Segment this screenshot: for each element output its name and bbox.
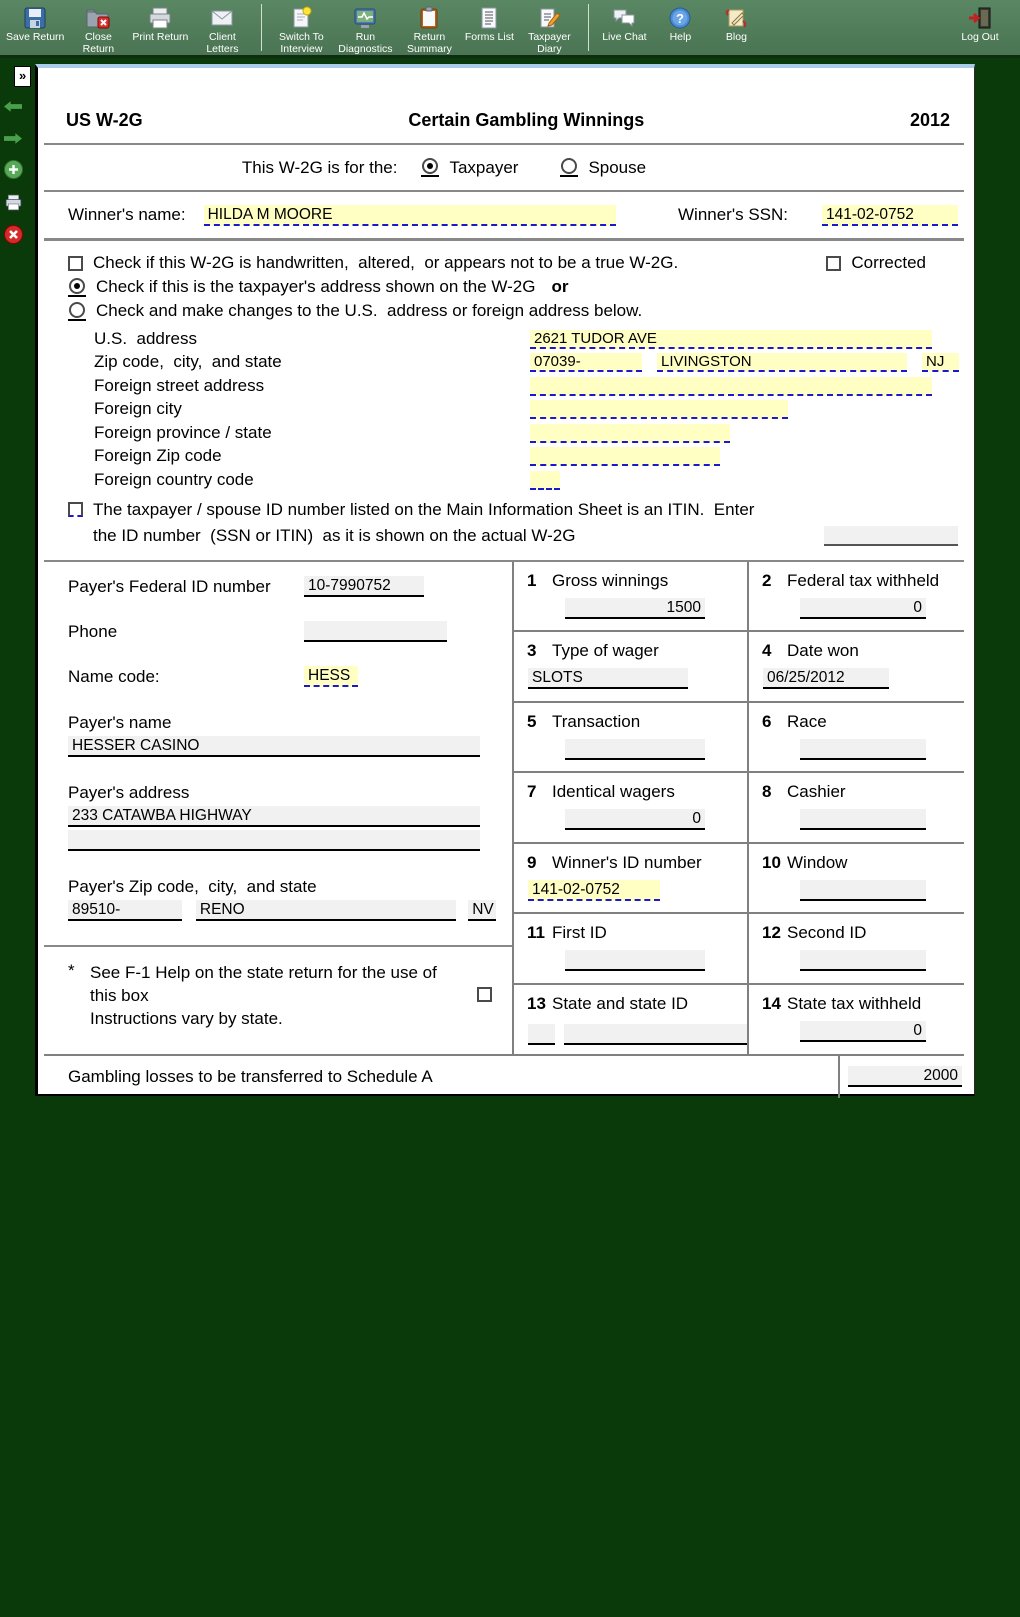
toolbar <box>0 0 1020 58</box>
winner-name-field[interactable]: HILDA M MOORE <box>204 205 616 226</box>
toolbar-separator <box>588 4 589 51</box>
box-label: Identical wagers <box>552 782 675 802</box>
help-question-icon <box>667 4 693 31</box>
box-number: 6 <box>762 711 772 731</box>
return-summary-button[interactable] <box>397 3 461 56</box>
handwritten-checkbox[interactable] <box>68 256 83 271</box>
asterisk: * <box>68 960 75 980</box>
state-note-line2: this box <box>90 985 149 1005</box>
close-return-icon <box>85 4 111 31</box>
w2g-boxes-grid <box>512 562 964 1054</box>
itin-line1: The taxpayer / spouse ID number listed on the Main Information Sheet is an ITIN. Enter <box>93 499 755 519</box>
us-address-label: U.S. address <box>94 328 197 348</box>
taxpayer-address-label: Check if this is the taxpayer's address shown on the W-2G <box>96 277 536 296</box>
box-number: 2 <box>762 570 772 590</box>
help-button[interactable] <box>652 3 708 43</box>
state-field[interactable]: NJ <box>922 353 959 372</box>
box-label: First ID <box>552 923 607 943</box>
box-11-first-id <box>514 914 749 983</box>
toolbar-label: Live Chat <box>602 31 647 43</box>
print-icon <box>147 4 173 31</box>
form-header <box>66 110 950 131</box>
box-14-state-tax-withheld <box>749 985 964 1054</box>
chevrons-right-icon: » <box>19 68 27 83</box>
delete-circle-icon[interactable] <box>4 225 23 249</box>
radio-underline <box>421 175 439 177</box>
toolbar-label: Taxpayer Diary <box>528 31 571 56</box>
identical-wagers-field[interactable]: 0 <box>565 809 705 830</box>
taxpayer-diary-button[interactable] <box>517 3 581 56</box>
forms-list-button[interactable] <box>461 3 517 43</box>
toolbar-separator <box>261 4 262 51</box>
second-id-field[interactable] <box>800 950 926 971</box>
interview-page-icon <box>288 4 314 31</box>
toolbar-label: Print Return <box>132 31 189 43</box>
box-1-gross-winnings <box>514 562 749 631</box>
handwritten-label: Check if this W-2G is handwritten, altered, or appears not to be a true W-2G. <box>93 253 679 272</box>
foreign-province-field[interactable] <box>530 424 730 443</box>
chat-bubbles-icon <box>611 4 637 31</box>
save-icon <box>22 4 48 31</box>
taxpayer-radio[interactable] <box>422 158 438 174</box>
box-number: 3 <box>527 641 537 661</box>
envelope-icon <box>209 4 235 31</box>
box-12-second-id <box>749 914 964 983</box>
toolbar-label: Blog <box>725 31 747 43</box>
toolbar-label: Switch To Interview <box>279 31 324 56</box>
payer-name-code-label: Name code: <box>68 666 160 686</box>
payer-address-label: Payer's address <box>68 782 190 802</box>
payer-address-field-2[interactable] <box>68 830 480 851</box>
box-6-race <box>749 703 964 772</box>
box-label: Transaction <box>552 711 641 731</box>
gambling-losses-label: Gambling losses to be transferred to Schedule A <box>68 1066 433 1086</box>
box-label: Second ID <box>787 923 867 943</box>
itin-block <box>44 490 964 546</box>
box-number: 13 <box>527 993 546 1013</box>
box-7-identical-wagers <box>514 773 749 842</box>
radio-underline <box>560 175 578 177</box>
toolbar-label: Forms List <box>464 31 514 43</box>
state-note <box>68 961 496 1030</box>
date-won-field[interactable]: 06/25/2012 <box>763 668 889 689</box>
box-number: 8 <box>762 782 772 802</box>
foreign-country-label: Foreign country code <box>94 469 254 489</box>
box-number: 10 <box>762 852 781 872</box>
zip-city-state-label: Zip code, city, and state <box>94 352 282 371</box>
box-9-winners-id <box>514 844 749 913</box>
w2g-form-panel <box>35 64 975 1096</box>
save-return-button[interactable] <box>4 3 66 43</box>
box-number: 11 <box>527 923 545 943</box>
close-return-button[interactable] <box>66 3 130 56</box>
toolbar-label: Log Out <box>961 31 999 43</box>
diagnostics-monitor-icon <box>352 4 378 31</box>
run-diagnostics-button[interactable] <box>333 3 397 56</box>
top-checkboxes <box>44 241 964 323</box>
type-of-wager-field[interactable]: SLOTS <box>528 668 688 689</box>
payer-phone-label: Phone <box>68 621 118 641</box>
box-number: 9 <box>527 852 537 872</box>
transaction-field[interactable] <box>565 739 705 760</box>
itin-id-field[interactable] <box>824 526 958 546</box>
corrected-checkbox[interactable] <box>826 256 841 271</box>
box-label: Winner's ID number <box>552 852 702 872</box>
winners-id-field[interactable]: 141-02-0752 <box>528 880 660 901</box>
box-label: Cashier <box>787 782 846 802</box>
winner-name-label: Winner's name: <box>68 205 186 224</box>
back-arrow-icon[interactable] <box>4 100 22 118</box>
payer-city-field[interactable]: RENO <box>196 900 456 921</box>
change-address-label: Check and make changes to the U.S. address or foreign address below. <box>96 301 643 320</box>
toolbar-label: Help <box>669 31 692 43</box>
spouse-radio-option[interactable] <box>560 158 646 178</box>
recipient-row <box>44 145 964 190</box>
itin-checkbox[interactable] <box>68 502 83 517</box>
diary-pencil-icon <box>536 4 562 31</box>
state-note-line1: See F-1 Help on the state return for the use of <box>90 962 437 982</box>
change-address-radio[interactable] <box>69 302 85 318</box>
payer-address-field-1[interactable]: 233 CATAWBA HIGHWAY <box>68 806 480 827</box>
state-tax-withheld-field[interactable]: 0 <box>800 1021 926 1042</box>
winner-ssn-field[interactable]: 141-02-0752 <box>822 205 958 226</box>
federal-tax-withheld-field[interactable]: 0 <box>800 598 926 619</box>
taxpayer-radio-option[interactable] <box>421 158 518 178</box>
radio-underline <box>68 319 86 321</box>
window-field[interactable] <box>800 880 926 901</box>
winner-row <box>44 192 964 238</box>
recipient-label: This W-2G is for the: <box>241 157 398 177</box>
log-out-button[interactable] <box>952 3 1008 43</box>
address-block <box>44 323 964 490</box>
foreign-country-field[interactable] <box>530 471 560 490</box>
form-id: US W-2G <box>66 110 143 130</box>
box-label: Gross winnings <box>552 570 669 590</box>
toolbar-label: Save Return <box>6 31 65 43</box>
toolbar-label: Close Return <box>82 31 115 56</box>
divider <box>44 945 512 947</box>
payer-name-code-field[interactable]: HESS <box>304 666 358 687</box>
toolbar-label: Client Letters <box>206 31 239 56</box>
sidebar-expand-tab[interactable] <box>14 66 31 87</box>
us-address-field[interactable]: 2621 TUDOR AVE <box>530 330 932 349</box>
race-field[interactable] <box>800 739 926 760</box>
box-number: 14 <box>762 993 781 1013</box>
payer-federal-id-field[interactable]: 10-7990752 <box>304 576 424 597</box>
payer-federal-id-label: Payer's Federal ID number <box>68 576 271 596</box>
taxpayer-radio-label: Taxpayer <box>449 157 519 177</box>
box-number: 12 <box>762 923 781 943</box>
foreign-street-field[interactable] <box>530 377 932 396</box>
first-id-field[interactable] <box>565 950 705 971</box>
box-5-transaction <box>514 703 749 772</box>
blog-button[interactable] <box>708 3 764 43</box>
print-small-icon[interactable] <box>4 193 23 217</box>
print-return-button[interactable] <box>130 3 190 43</box>
box-label: Type of wager <box>552 641 659 661</box>
winner-ssn-label: Winner's SSN: <box>678 205 788 224</box>
box-label: Federal tax withheld <box>787 570 940 590</box>
city-field[interactable]: LIVINGSTON <box>657 353 907 372</box>
box-number: 7 <box>527 782 537 802</box>
live-chat-button[interactable] <box>596 3 652 43</box>
box-label: State tax withheld <box>787 993 922 1013</box>
box-10-window <box>749 844 964 913</box>
form-year: 2012 <box>909 110 950 130</box>
box-13-state-and-state-id <box>514 985 749 1054</box>
state-id-field[interactable] <box>564 1024 747 1045</box>
spouse-radio-label: Spouse <box>588 157 647 177</box>
box-number: 1 <box>527 570 537 590</box>
blog-scroll-icon <box>723 4 749 31</box>
form-title: Certain Gambling Winnings <box>408 110 645 130</box>
corrected-label: Corrected <box>851 253 926 272</box>
payer-name-field[interactable]: HESSER CASINO <box>68 736 480 757</box>
toolbar-label: Return Summary <box>406 31 452 56</box>
foreign-zip-label: Foreign Zip code <box>94 446 222 465</box>
client-letters-button[interactable] <box>190 3 254 56</box>
state-note-line3: Instructions vary by state. <box>90 1008 283 1028</box>
svg-text:?: ? <box>676 10 685 26</box>
box-label: Window <box>787 852 848 872</box>
payer-state-field[interactable]: NV <box>468 900 496 921</box>
forms-list-icon <box>476 4 502 31</box>
box-4-date-won <box>749 632 964 701</box>
box-3-type-of-wager <box>514 632 749 701</box>
box-label: State and state ID <box>552 993 689 1013</box>
box-2-federal-tax-withheld <box>749 562 964 631</box>
cashier-field[interactable] <box>800 809 926 830</box>
gross-winnings-field[interactable]: 1500 <box>565 598 705 619</box>
foreign-city-field[interactable] <box>530 400 788 419</box>
add-circle-icon[interactable] <box>4 160 23 184</box>
box-label: Date won <box>787 641 859 661</box>
box-label: Race <box>787 711 827 731</box>
payer-zip-field[interactable]: 89510- <box>68 900 182 921</box>
spouse-radio[interactable] <box>561 158 577 174</box>
foreign-city-label: Foreign city <box>94 399 182 418</box>
toolbar-label: Run Diagnostics <box>338 31 393 56</box>
itin-line2: the ID number (SSN or ITIN) as it is shown on the actual W-2G <box>93 525 576 545</box>
gambling-losses-row <box>44 1054 964 1098</box>
radio-underline <box>68 295 86 297</box>
switch-to-interview-button[interactable] <box>269 3 333 56</box>
state-abbrev-field[interactable] <box>528 1024 555 1045</box>
zip-field[interactable]: 07039- <box>530 353 642 372</box>
foreign-province-label: Foreign province / state <box>94 422 272 442</box>
payer-phone-field[interactable] <box>304 621 447 642</box>
payer-zip-label: Payer's Zip code, city, and state <box>68 876 317 896</box>
foreign-street-label: Foreign street address <box>94 375 265 395</box>
foreign-zip-field[interactable] <box>530 447 720 466</box>
box-number: 5 <box>527 711 537 731</box>
box-number: 4 <box>762 641 772 661</box>
clipboard-icon <box>416 4 442 31</box>
taxpayer-address-radio[interactable] <box>69 278 85 294</box>
logout-door-icon <box>967 4 993 31</box>
state-box-checkbox[interactable] <box>477 987 492 1002</box>
forward-arrow-icon[interactable] <box>4 132 22 150</box>
gambling-losses-field[interactable]: 2000 <box>848 1066 962 1087</box>
box-8-cashier <box>749 773 964 842</box>
or-label: or <box>551 277 569 296</box>
payer-name-label: Payer's name <box>68 712 172 732</box>
payer-section <box>44 562 512 1054</box>
